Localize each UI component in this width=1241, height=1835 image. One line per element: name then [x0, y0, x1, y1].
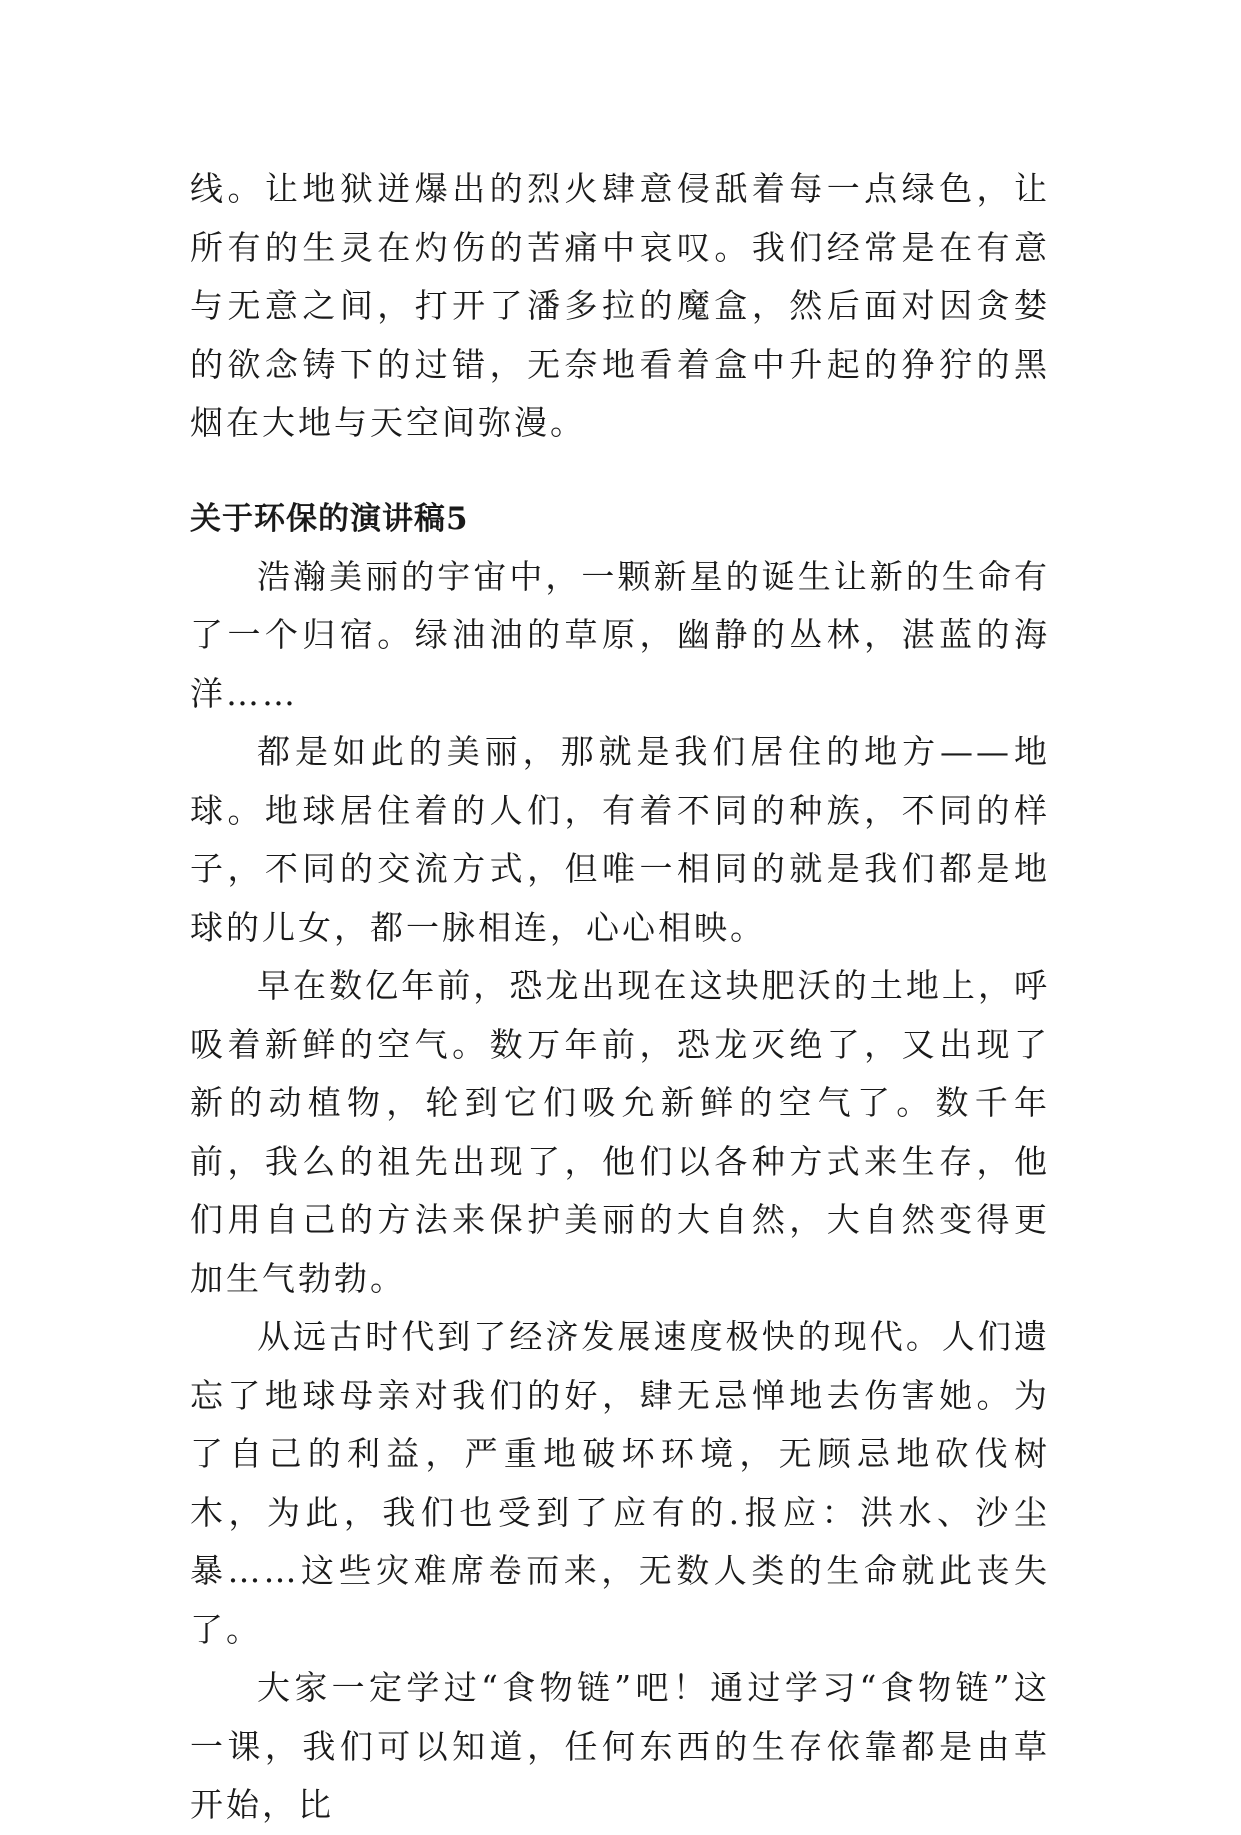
body-paragraph: 早在数亿年前，恐龙出现在这块肥沃的土地上，呼吸着新鲜的空气。数万年前，恐龙灭绝了，又出现了新的动植物，轮到它们吸允新鲜的空气了。数千年前，我么的祖先出现了，他们以各种方式来生存，他们用自己的方法来保护美丽的大自然，大自然变得更加生气勃勃。	[190, 966, 1050, 1298]
body-paragraph: 从远古时代到了经济发展速度极快的现代。人们遗忘了地球母亲对我们的好，肆无忌惮地去伤害她。为了自己的利益，严重地破坏环境，无顾忌地砍伐树木，为此，我们也受到了应有的.报应：洪水、沙尘暴……这些灾难席卷而来，无数人类的生命就此丧失了。	[190, 1317, 1050, 1649]
body-paragraph: 大家一定学过“食物链”吧！通过学习“食物链”这一课，我们可以知道，任何东西的生存依靠都是由草开始，比	[190, 1668, 1050, 1824]
body-paragraph: 浩瀚美丽的宇宙中，一颗新星的诞生让新的生命有了一个归宿。绿油油的草原，幽静的丛林，湛蓝的海洋……	[190, 556, 1050, 713]
document-body	[190, 160, 1050, 1835]
intro-paragraph: 线。让地狱迸爆出的烈火肆意侵舐着每一点绿色，让所有的生灵在灼伤的苦痛中哀叹。我们经常是在有意与无意之间，打开了潘多拉的魔盒，然后面对因贪婪的欲念铸下的过错，无奈地看着盒中升起的狰狞的黑烟在大地与天空间弥漫。	[190, 169, 1050, 442]
section-spacer	[190, 453, 1050, 490]
section-title: 关于环保的演讲稿5	[190, 500, 469, 537]
body-paragraph: 都是如此的美丽，那就是我们居住的地方——地球。地球居住着的人们，有着不同的种族，不同的样子，不同的交流方式，但唯一相同的就是我们都是地球的儿女，都一脉相连，心心相映。	[190, 732, 1050, 947]
